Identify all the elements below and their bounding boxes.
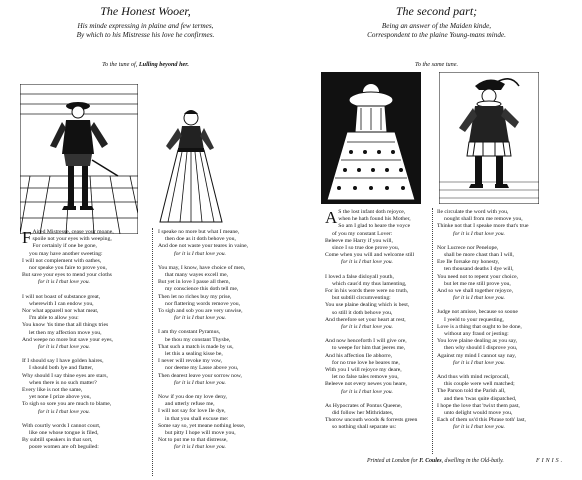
verse-line: By subtill speakers in that sort, — [22, 437, 93, 444]
verse-line: to weepe for him that jeeres me, — [332, 345, 406, 352]
verse-line: But yet in love I passe all them, — [158, 279, 231, 286]
verse-line: and then 'twas quite dispatched, — [444, 395, 517, 402]
verse-line: but let me me still prove you, — [444, 280, 511, 287]
verse-line: That such a match is made by us, — [158, 343, 234, 350]
verse-line: did follow her Mithridates, — [332, 410, 394, 417]
verse-line: for it is I that love you. — [341, 388, 393, 395]
verse-line: for it is I that love you. — [453, 230, 505, 237]
verse-line: And thus with mind reciprocall, — [437, 374, 510, 381]
verse-line: without any fraud or jesting: — [444, 331, 509, 338]
column-divider — [432, 208, 433, 454]
second-part — [291, 0, 582, 480]
verse-line: that many wayes excell me, — [165, 272, 229, 279]
stanza — [325, 403, 417, 432]
verse-line: let then my affection move you, — [29, 329, 102, 336]
verse-line: let no false tales remove you, — [332, 374, 399, 381]
finis-mark: FINIS. — [536, 458, 565, 464]
verse-line: Thinke not that I speake more that's true — [437, 223, 529, 230]
verse-line: wherewith I can endow you, — [29, 300, 94, 307]
verse-line: For certainly if one be gone, — [32, 243, 97, 250]
verse-line: Why should I say thine eyes are stars, — [22, 372, 108, 379]
verse-line: And weepe no more but save your eyes, — [22, 336, 113, 343]
verse-line: I never will revoke my vow, — [158, 358, 223, 365]
verse-line: Now if you doe my love deny, — [158, 394, 227, 401]
verse-line: for it is I that love you. — [341, 324, 393, 331]
verse-column-1 — [325, 209, 417, 439]
woodcut-gentleman-illustration — [439, 72, 539, 204]
verse-line: And now henceforth I will give ore, — [325, 338, 407, 345]
verse-line: I speake no more but what I meane, — [158, 229, 240, 235]
verse-line: and utterly refuse me, — [165, 401, 215, 408]
column-divider — [152, 228, 153, 476]
stanza — [437, 309, 529, 367]
drop-cap: A — [325, 208, 338, 227]
verse-line: unto delight would move you, — [444, 410, 513, 417]
verse-line: but subtill circumventing: — [332, 295, 391, 302]
verse-line: for it is I that love you. — [174, 250, 226, 257]
verse-line: poore women are oft beguiled: — [29, 444, 99, 451]
verse-line: but pitty I hope will move you, — [165, 430, 236, 437]
verse-line: With courtly words I cannot court, — [22, 422, 101, 429]
verse-line: this couple were well matched; — [444, 381, 515, 388]
stanza — [22, 229, 114, 287]
verse-line: I will not complement with oathes, — [22, 257, 102, 264]
verse-column-2 — [437, 209, 529, 439]
verse-line: so still it doth behove you, — [332, 309, 393, 316]
verse-line: shall be more chast than I will, — [444, 252, 514, 259]
verse-line: Not to put me to that distresse, — [158, 437, 228, 444]
verse-line: And therefore set your heart at rest, — [325, 316, 406, 323]
stanza — [158, 229, 248, 258]
verse-line: You need not to repent your choice, — [437, 273, 519, 280]
tune-line: To the tune of, Lulling beyond her. — [102, 61, 189, 68]
verse-line: for it is I that love you. — [453, 359, 505, 366]
verse-line: of you my constant Lover: — [332, 230, 393, 237]
stanza — [325, 338, 417, 396]
verse-line: ten thousand deaths I dye will, — [444, 266, 514, 273]
stanza — [437, 374, 529, 432]
verse-line: To sigh so sore you are much to blame, — [22, 401, 112, 408]
woodcut-lady-illustration — [321, 72, 421, 204]
verse-line: Nor what apparell nor what meat, — [22, 308, 99, 315]
verse-line: Love is a thing that ought to be done, — [437, 323, 522, 330]
drop-cap: F — [22, 228, 32, 247]
verse-line: which caus'd my thus lamenting, — [332, 280, 407, 287]
verse-line: You may, I know, have choice of men, — [158, 264, 246, 271]
verse-line: my conscience this doth tell me, — [165, 286, 239, 293]
verse-line: I should both lye and flatter, — [29, 365, 94, 372]
verse-line: Some say so, yet meane nothing lesse, — [158, 422, 246, 429]
verse-line: for it is I that love you. — [453, 295, 505, 302]
verse-line: spoile not your eyes with weeping, — [32, 236, 112, 243]
verse-line: Then dearest leave your sorrow now, — [158, 372, 242, 379]
verse-line: nor speake you faire to prove you, — [29, 265, 107, 272]
stanza — [437, 245, 529, 303]
verse-line: Each of them us'd this Phrase toth' last, — [437, 417, 526, 424]
verse-line: for it is I that love you. — [174, 315, 226, 322]
verse-line: in that you shall excuse me: — [165, 415, 229, 422]
verse-line: To sigh and sob you are very unwise, — [158, 308, 243, 315]
verse-column-2 — [158, 229, 248, 459]
verse-line: Every like is not the same, — [22, 387, 83, 394]
verse-line: when there is no such matter? — [29, 379, 97, 386]
stanza — [22, 358, 114, 416]
printer-imprint: Printed at London for F. Coules, dwelling in the Old-baily. — [367, 458, 504, 464]
verse-line: You use plaine dealing which is best, — [325, 302, 410, 309]
verse-line: for it is I that love you. — [174, 444, 226, 451]
verse-line: Ere Ile forsake my honesty, — [437, 259, 500, 266]
verse-line: I will not boast of substance great, — [22, 293, 101, 300]
verse-line: As Hypocrates of Pontus Queene, — [325, 402, 402, 409]
verse-line: I loved a false disloyall youth, — [325, 273, 394, 280]
verse-line: And doe not waste your teares in vaine, — [158, 243, 249, 250]
verse-line: I hope the love that 'twixt them past, — [437, 402, 520, 409]
stanza — [325, 274, 417, 332]
stanza — [325, 209, 417, 267]
verse-line: And so we shall together rejoyce, — [437, 288, 514, 295]
verse-line: I'm able to allow you: — [29, 315, 79, 322]
ballad-title: The Honest Wooer, — [100, 4, 191, 18]
verse-line: for no true love he beares me, — [332, 359, 400, 366]
stanza — [158, 329, 248, 387]
verse-line: nor flattering words remove you, — [165, 300, 241, 307]
verse-line: for it is I that love you. — [453, 424, 505, 431]
woodcut-woman-illustration — [152, 106, 230, 226]
verse-line: For in his words there were no truth, — [325, 288, 409, 295]
verse-line: for it is I that love you. — [38, 344, 90, 351]
verse-line: I yeeld to your requesting, — [444, 316, 504, 323]
stanza — [437, 209, 529, 238]
verse-line: Then let no riches buy my prise, — [158, 293, 232, 300]
verse-line: nought shall from me remove you, — [444, 216, 523, 223]
verse-line: you may have another sweeting: — [29, 250, 103, 257]
verse-line: F Aired Mistresse, cease your moane, — [22, 228, 114, 247]
verse-line: nor deeme my Lasse above you, — [165, 365, 239, 372]
verse-line: for it is I that love you. — [38, 408, 90, 415]
stanza — [22, 423, 114, 452]
verse-line: for it is I that love you. — [174, 379, 226, 386]
verse-line: With you I will rejoyce my deare, — [325, 367, 402, 374]
verse-line: I am thy constant Pyramus, — [158, 329, 221, 336]
stanza — [158, 265, 248, 323]
ballad-title: The second part; — [395, 4, 478, 18]
verse-line: Ile circulate the word with you, — [437, 209, 509, 215]
verse-line: A S the lost infant doth rejoyce, — [325, 208, 406, 227]
verse-line: for it is I that love you. — [38, 279, 90, 286]
stanza — [158, 394, 248, 452]
verse-line: let this a sealing kisse be, — [165, 351, 223, 358]
ballad-subtitle: His minde expressing in plaine and few termes, By which to his Mistresse his love he confirmes. — [76, 22, 215, 39]
verse-line: be thou my constant Thysbe, — [165, 336, 231, 343]
verse-line: for it is I that love you. — [341, 259, 393, 266]
verse-line: since I so true doe prove you, — [332, 245, 400, 252]
verse-line: You know 'tis time that all things tries — [22, 322, 109, 329]
verse-line: when he hath found his Mother, — [338, 216, 411, 223]
verse-line: Nor Lucrece nor Penelope, — [437, 244, 499, 251]
tune-line: To the same tune. — [414, 61, 459, 68]
verse-line: then doe as it doth behove you, — [165, 236, 236, 243]
verse-line: Against my mind I cannot say nay, — [437, 352, 517, 359]
verse-line: The Parson told the Parish all, — [437, 388, 506, 395]
verse-line: Beleeve not every newes you heare, — [325, 381, 407, 388]
verse-line: Judge not amisse, because so soone — [437, 309, 518, 316]
verse-column-1 — [22, 229, 114, 459]
verse-line: then why should I disprove you, — [444, 345, 518, 352]
verse-line: So am I glad to heare the voyce — [338, 223, 411, 230]
verse-line: yet none I prize above you, — [29, 394, 91, 401]
verse-line: But save your eyes to mend your cloths — [22, 272, 112, 279]
verse-line: Come when you will and welcome still — [325, 252, 415, 259]
verse-line: so nothing shall separate us: — [332, 424, 397, 431]
verse-line: like one whose tongue is filed, — [29, 430, 99, 437]
verse-line: Thorow uncouth woods & forrests green — [325, 417, 418, 424]
verse-line: You love plaine dealing as you say, — [437, 338, 518, 345]
ballad-subtitle: Being an answer of the Maiden kinde, Correspondent to the plaine Young-mans minde. — [367, 22, 506, 39]
stanza — [22, 294, 114, 352]
verse-line: I will not say for love Ile dye, — [158, 408, 226, 415]
verse-line: If I should say I have golden haires, — [22, 358, 104, 365]
verse-line: Beleeve me Harry if you will, — [325, 237, 393, 244]
verse-line: And his affection Ile abhorre, — [325, 352, 393, 359]
